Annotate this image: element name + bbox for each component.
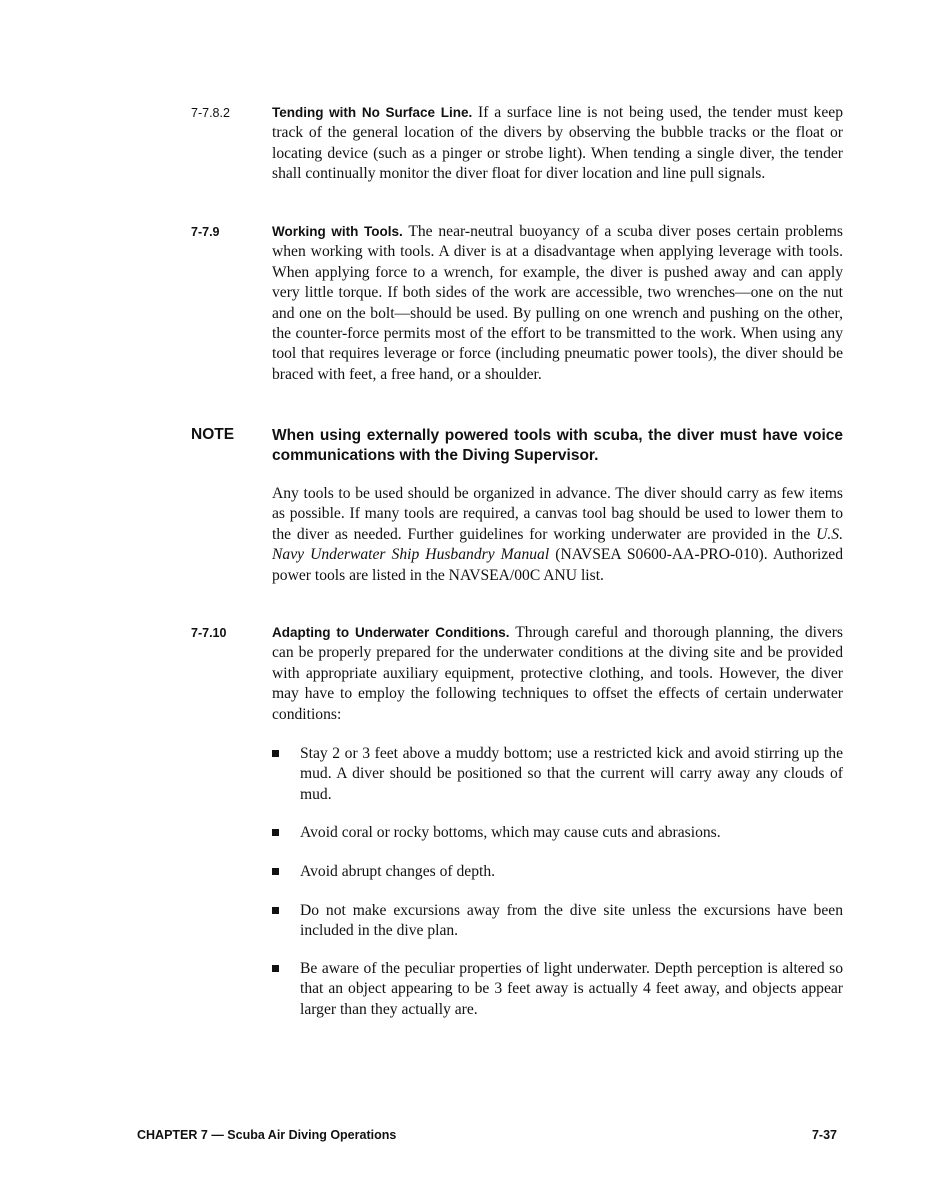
list-item-text: Do not make excursions away from the dive site unless the excursions have been included in the dive plan. bbox=[300, 902, 843, 940]
footer-chapter: CHAPTER 7 — Scuba Air Diving Operations bbox=[137, 1128, 397, 1142]
tools-text: (NAVSEA S0600-AA-PRO-010). Authorized power tools are listed in the NAVSEA/00C ANU list. bbox=[272, 546, 843, 584]
bullet-icon bbox=[272, 868, 279, 875]
bullet-icon bbox=[272, 829, 279, 836]
section-number: 7-7.10 bbox=[191, 626, 227, 640]
section-text: If a surface line is not being used, the tender must keep track of the general location of the divers by observing the bubble tracks or the float or locating device (such as a pinger or strobe light). When tending a single diver, the tender shall continually monitor the diver float for diver location and line pull signals. bbox=[272, 104, 843, 183]
section-heading: Adapting to Underwater Conditions. bbox=[272, 625, 510, 640]
bullet-icon bbox=[272, 750, 279, 757]
section-paragraph bbox=[272, 222, 843, 385]
list-item-text: Avoid coral or rocky bottoms, which may cause cuts and abrasions. bbox=[300, 824, 721, 841]
section-heading: Working with Tools. bbox=[272, 224, 403, 239]
list-item-text: Be aware of the peculiar properties of light underwater. Depth perception is altered so that an object appearing to be 3 feet away is actually 4 feet away, and objects appear larger than they actually are. bbox=[300, 960, 843, 1018]
section-heading: Tending with No Surface Line. bbox=[272, 105, 473, 120]
list-item-text: Avoid abrupt changes of depth. bbox=[300, 863, 496, 880]
note-text: When using externally powered tools with scuba, the diver must have voice communications with the Diving Supervisor. bbox=[272, 427, 843, 464]
section-text: The near-neutral buoyancy of a scuba diver poses certain problems when working with tools. A diver is at a disadvantage when applying leverage with tools. When applying force to a wrench, for example, the diver is pushed away and can apply very little torque. If both sides of the work are accessible, two wrenches—one on the nut and one on the bolt—should be used. By pulling on one wrench and pushing on the other, the counter-force permits most of the effort to be transmitted to the work. When using any tool that requires leverage or force (including pneumatic power tools), the diver should be braced with feet, a free hand, or a shoulder. bbox=[272, 223, 843, 383]
bullet-icon bbox=[272, 907, 279, 914]
section-paragraph bbox=[272, 623, 843, 725]
manual-title: U.S. Navy Underwater Ship Husbandry Manual bbox=[272, 525, 843, 564]
note-label: NOTE bbox=[191, 426, 235, 443]
bullet-icon bbox=[272, 965, 279, 972]
page-number: 7-37 bbox=[811, 1128, 837, 1142]
section-number: 7-7.8.2 bbox=[191, 106, 230, 120]
tools-paragraph bbox=[272, 484, 843, 586]
section-number: 7-7.9 bbox=[191, 225, 220, 239]
list-item-text: Stay 2 or 3 feet above a muddy bottom; use a restricted kick and avoid stirring up the mud. A diver should be positioned so that the current will carry away any clouds of mud. bbox=[300, 745, 843, 803]
tools-text: Any tools to be used should be organized in advance. The diver should carry as few items as possible. If many tools are required, a canvas tool bag should be used to lower them to the diver as needed. Further guidelines for working underwater are provided in the bbox=[272, 485, 843, 543]
section-text: Through careful and thorough planning, the divers can be properly prepared for the underwater conditions at the diving site and be provided with appropriate auxiliary equipment, protective clothing, and tools. However, the diver may have to employ the following techniques to offset the effects of certain underwater conditions: bbox=[272, 624, 843, 723]
section-paragraph bbox=[272, 103, 843, 185]
